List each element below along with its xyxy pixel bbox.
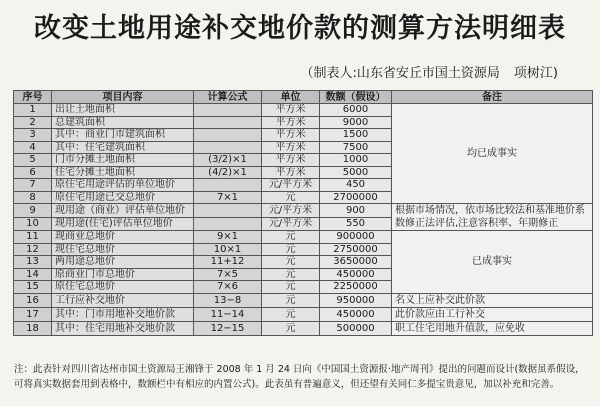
cell-formula: [194, 129, 262, 142]
cell-item: 原住宅总地价: [52, 281, 194, 294]
cell-formula: [194, 179, 262, 192]
cell-unit: 元: [262, 307, 320, 321]
cell-value: 6000: [320, 104, 392, 117]
cell-unit: 元: [262, 293, 320, 307]
table-row: [14, 293, 593, 307]
remark-rows-1-8: 均已成事实: [392, 104, 593, 204]
cell-value: 7500: [320, 141, 392, 154]
cell-id: 6: [14, 166, 52, 179]
cell-id: 7: [14, 179, 52, 192]
cell-unit: 元: [262, 256, 320, 269]
cell-formula: 9×1: [194, 231, 262, 244]
cell-id: 1: [14, 104, 52, 117]
cell-value: 1500: [320, 129, 392, 142]
cell-unit: 元/平方米: [262, 179, 320, 192]
cell-id: 4: [14, 141, 52, 154]
table-row: [14, 231, 593, 244]
document-subtitle: [301, 62, 558, 81]
table-row: [14, 307, 593, 321]
cell-id: 16: [14, 293, 52, 307]
cell-id: 14: [14, 268, 52, 281]
cell-item: 现用途(住宅)评估单位地价: [52, 217, 194, 231]
cell-formula: (4/2)×1: [194, 166, 262, 179]
cell-value: 3650000: [320, 256, 392, 269]
document-title: 改变土地用途补交地价款的测算方法明细表: [34, 13, 566, 44]
cell-item: 其中：商业门市建筑面积: [52, 129, 194, 142]
cell-value: 550: [320, 217, 392, 231]
cell-unit: 元/平方米: [262, 204, 320, 218]
cell-id: 9: [14, 204, 52, 218]
cell-formula: [194, 204, 262, 218]
remark-rows-9-10: 根据市场情况，依市场比较法和基准地价系数修正法评估,注意容积率、年期修正: [392, 204, 593, 231]
header-id: 序号: [14, 91, 52, 104]
cell-formula: 12−15: [194, 321, 262, 335]
footnote: [14, 362, 586, 392]
cell-item: 门市分摊土地面积: [52, 154, 194, 167]
cell-id: 2: [14, 116, 52, 129]
remark-row-17: 此价款应由工行补交: [392, 307, 593, 321]
cell-value: 450000: [320, 268, 392, 281]
cell-item: 工行应补交地价: [52, 293, 194, 307]
cell-unit: 元: [262, 281, 320, 294]
cell-formula: [194, 116, 262, 129]
cell-value: 900: [320, 204, 392, 218]
cell-value: 2700000: [320, 191, 392, 204]
cell-value: 900000: [320, 231, 392, 244]
cell-value: 450: [320, 179, 392, 192]
cell-formula: 13−8: [194, 293, 262, 307]
cell-item: 其中：住宅用地补交地价款: [52, 321, 194, 335]
cell-unit: 元: [262, 231, 320, 244]
cell-formula: 7×6: [194, 281, 262, 294]
header-remark: 备注: [392, 91, 593, 104]
cell-id: 13: [14, 256, 52, 269]
cell-unit: 元/平方米: [262, 217, 320, 231]
cell-id: 10: [14, 217, 52, 231]
cell-formula: [194, 104, 262, 117]
remark-row-16: 名义上应补交此价款: [392, 293, 593, 307]
cell-value: 500000: [320, 321, 392, 335]
cell-item: 两用途总地价: [52, 256, 194, 269]
calculation-table: [13, 90, 593, 336]
cell-unit: 元: [262, 243, 320, 256]
cell-id: 18: [14, 321, 52, 335]
remark-row-18: 职工住宅用地升值款，应免收: [392, 321, 593, 335]
cell-item: 现用途（商业）评估单位地价: [52, 204, 194, 218]
cell-item: 原住宅用途评估的单位地价: [52, 179, 194, 192]
cell-value: 1000: [320, 154, 392, 167]
header-unit: 单位: [262, 91, 320, 104]
cell-unit: 平方米: [262, 166, 320, 179]
table-row: [14, 104, 593, 117]
header-value: 数额（假设）: [320, 91, 392, 104]
maker-text: （制表人:山东省安丘市国土资源局: [300, 66, 500, 81]
cell-unit: 平方米: [262, 154, 320, 167]
cell-unit: 平方米: [262, 116, 320, 129]
cell-item: 原商业门市总地价: [52, 268, 194, 281]
cell-item: 其中：门市用地补交地价款: [52, 307, 194, 321]
cell-value: 5000: [320, 166, 392, 179]
table-row: [14, 321, 593, 335]
cell-value: 9000: [320, 116, 392, 129]
cell-item: 其中：住宅建筑面积: [52, 141, 194, 154]
cell-formula: 11−14: [194, 307, 262, 321]
table-row: [14, 204, 593, 218]
cell-formula: [194, 141, 262, 154]
cell-unit: 平方米: [262, 141, 320, 154]
cell-value: 2250000: [320, 281, 392, 294]
maker-name: 项树江): [513, 66, 558, 81]
cell-item: 现住宅总地价: [52, 243, 194, 256]
cell-id: 3: [14, 129, 52, 142]
cell-id: 5: [14, 154, 52, 167]
cell-item: 出让土地面积: [52, 104, 194, 117]
cell-item: 总建筑面积: [52, 116, 194, 129]
remark-rows-11-15: 已成事实: [392, 231, 593, 294]
cell-formula: 7×5: [194, 268, 262, 281]
cell-value: 950000: [320, 293, 392, 307]
cell-formula: 11+12: [194, 256, 262, 269]
footnote-line-1: 注：此表针对四川省达州市国土资源局王湘锋于 2008 年 1 月 24 日向《中国国土资源报·地产周刊》提出的问题而设计(数据虽系假设，: [14, 364, 585, 375]
cell-unit: 元: [262, 321, 320, 335]
cell-item: 住宅分摊土地面积: [52, 166, 194, 179]
cell-item: 原住宅用途已交总地价: [52, 191, 194, 204]
cell-value: 2750000: [320, 243, 392, 256]
cell-id: 8: [14, 191, 52, 204]
cell-id: 12: [14, 243, 52, 256]
header-item: 项目内容: [52, 91, 194, 104]
header-formula: 计算公式: [194, 91, 262, 104]
cell-formula: 10×1: [194, 243, 262, 256]
cell-formula: 7×1: [194, 191, 262, 204]
cell-id: 15: [14, 281, 52, 294]
footnote-line-2: 可将真实数据套用到表格中，数额栏中有相应的内置公式)。此表虽有普遍意义，但还望有关同仁多提宝贵意见，加以补充和完善。: [14, 379, 560, 390]
cell-formula: (3/2)×1: [194, 154, 262, 167]
cell-unit: 平方米: [262, 104, 320, 117]
cell-unit: 元: [262, 191, 320, 204]
cell-unit: 平方米: [262, 129, 320, 142]
cell-value: 450000: [320, 307, 392, 321]
cell-item: 现商业总地价: [52, 231, 194, 244]
cell-formula: [194, 217, 262, 231]
cell-id: 11: [14, 231, 52, 244]
table-header-row: [14, 91, 593, 104]
cell-unit: 元: [262, 268, 320, 281]
cell-id: 17: [14, 307, 52, 321]
